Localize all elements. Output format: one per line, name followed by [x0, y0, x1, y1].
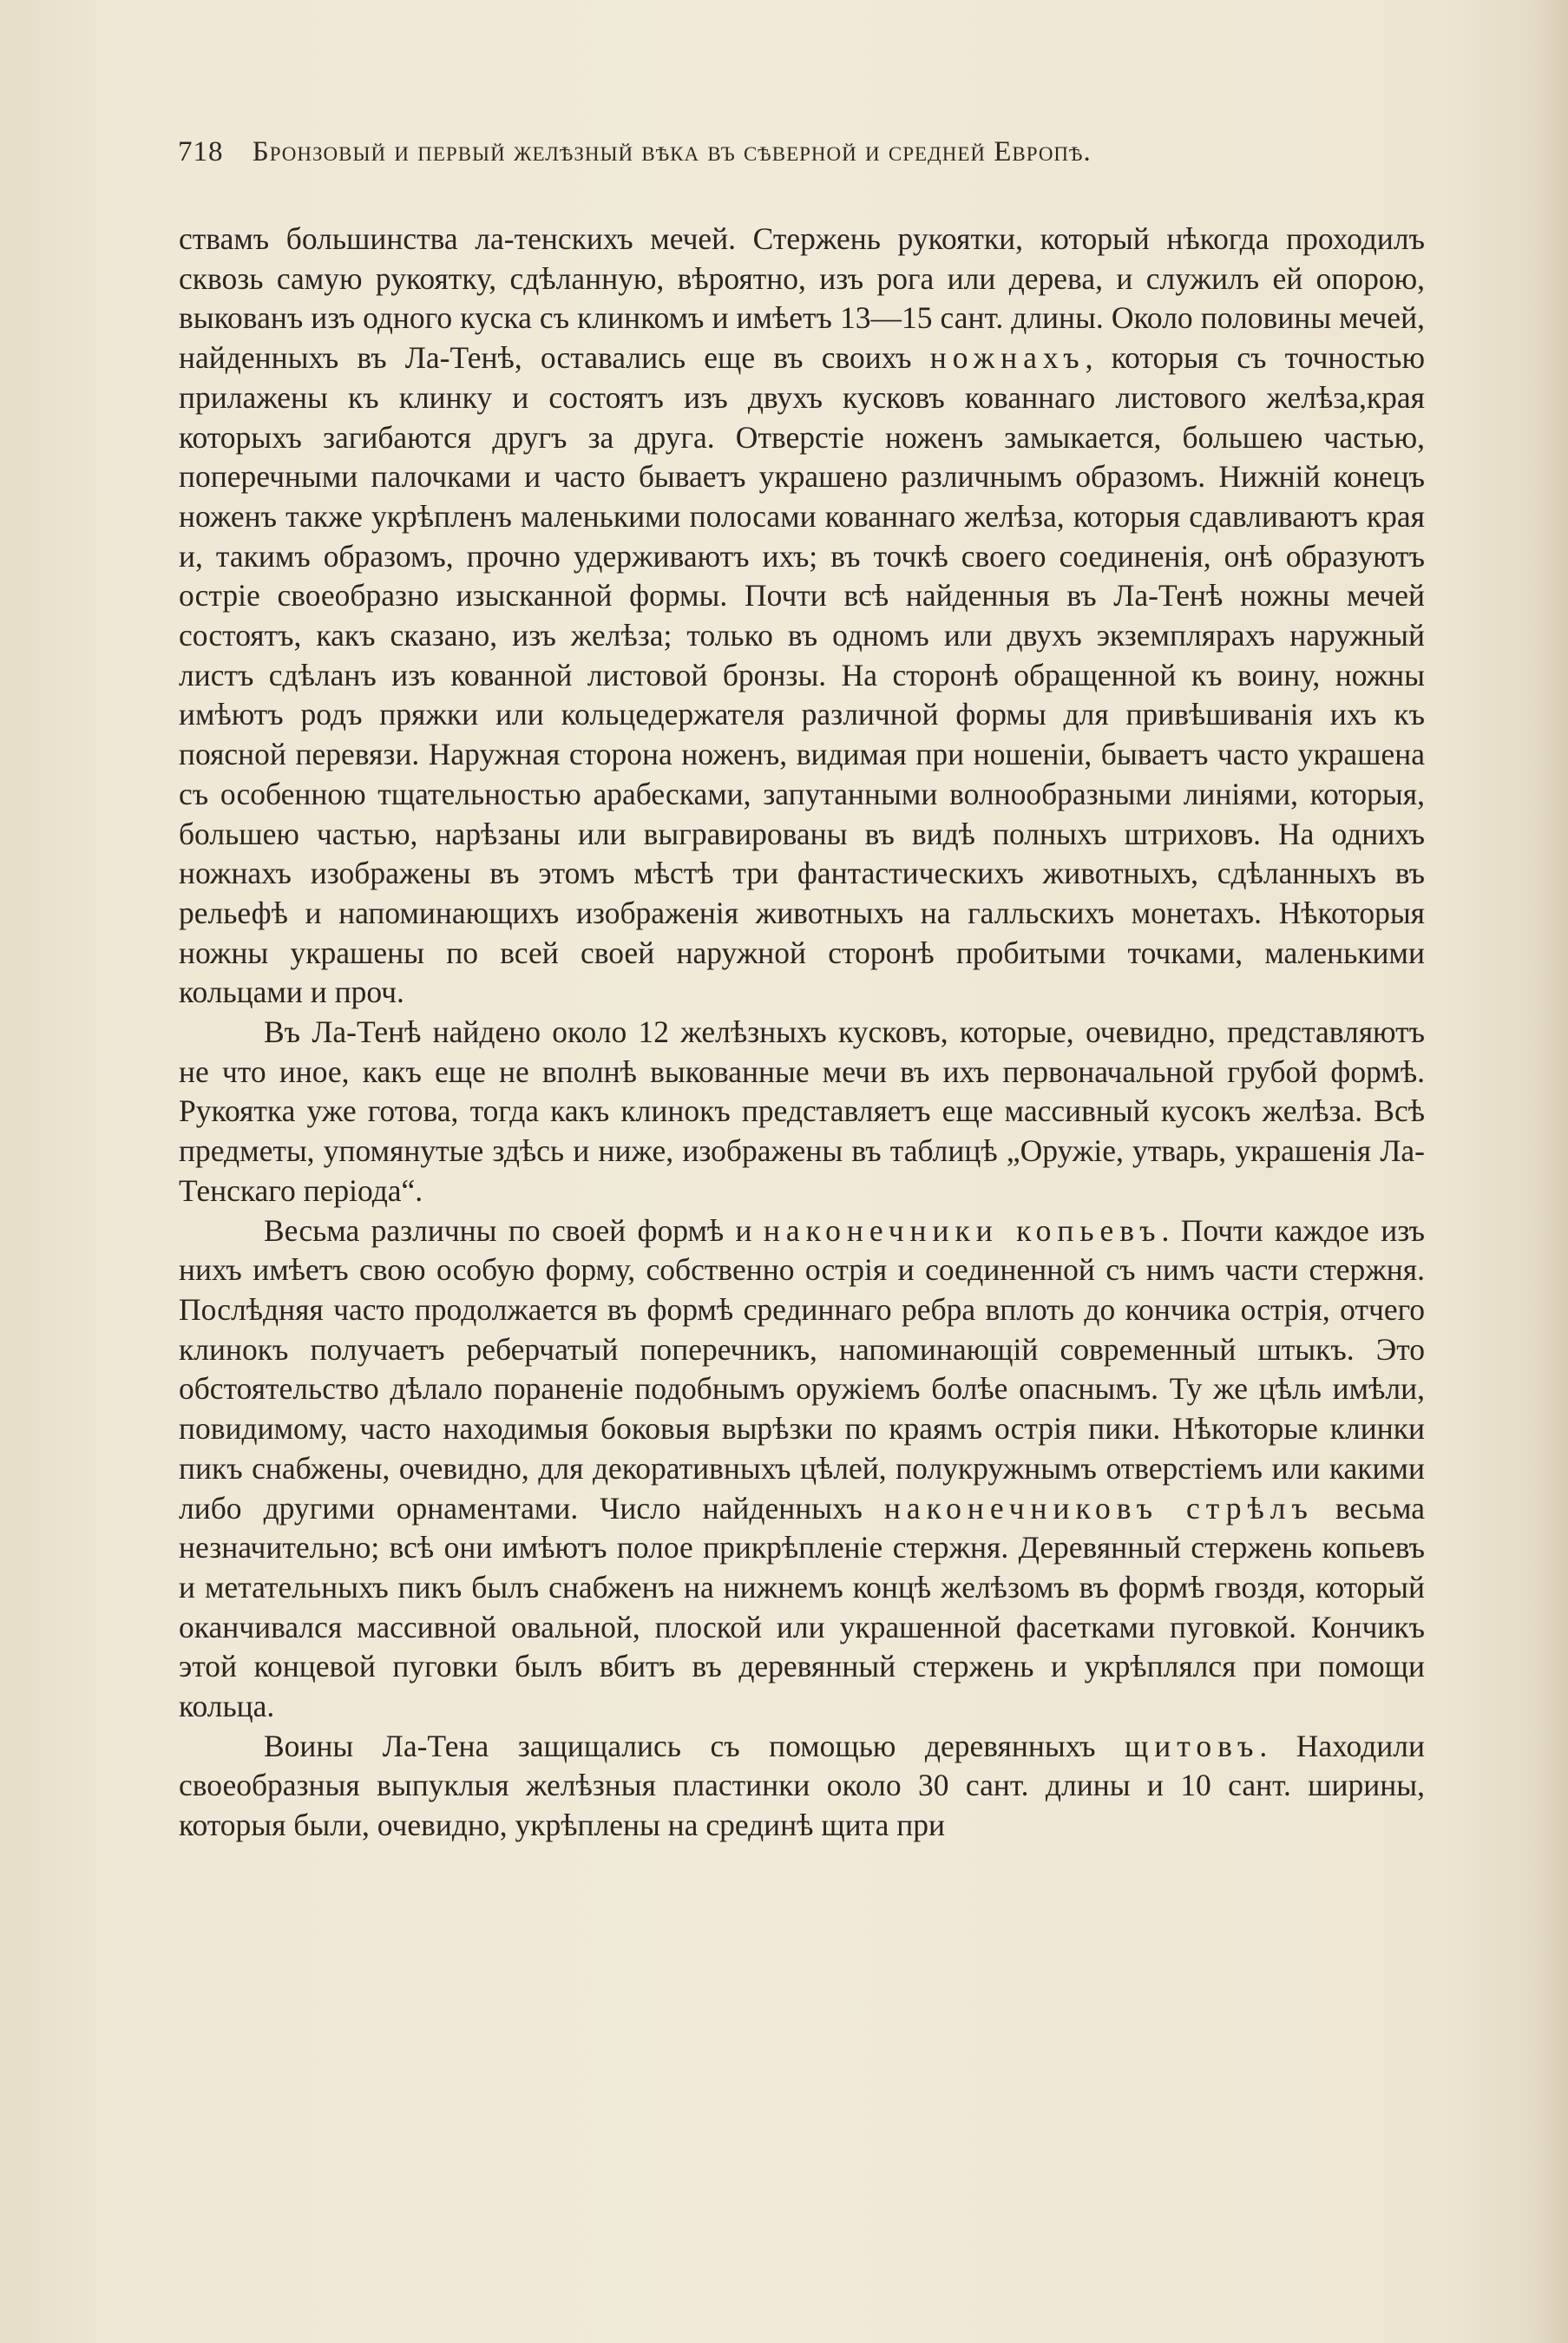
- text-run: Въ Ла-Тенѣ найдено около 12 желѣзныхъ кусковъ, которые, очевидно, представляютъ не что иное, какъ еще не вполнѣ выкованные мечи въ ихъ первоначальной грубой формѣ. Рукоятка уже готова, тогда какъ клинокъ представляетъ еще массивный кусокъ желѣза. Всѣ предметы, упомянутые здѣсь и ниже, изображены въ таблицѣ „Оружіе, утварь, украшенія Ла-Тенскаго періода“.: [179, 1014, 1425, 1208]
- paragraph-3: [179, 1211, 1425, 1727]
- page-number: 718: [178, 136, 224, 167]
- spaced-term: наконечники копьевъ: [763, 1212, 1162, 1248]
- text-run: . Почти каждое изъ нихъ имѣетъ свою особую форму, собственно острія и соединенной съ нимъ части стержня. Послѣдняя часто продолжается въ формѣ срединнаго ребра вплоть до кончика острія, отчего клинокъ получаетъ реберчатый поперечникъ, напоминающій современный штыкъ. Это обстоятельство дѣлало пораненіе подобнымъ оружіемъ болѣе опаснымъ. Ту же цѣль имѣли, повидимому, часто находимыя боковыя вырѣзки по краямъ острія пики. Нѣкоторые клинки пикъ снабжены, очевидно, для декоративныхъ цѣлей, полукружнымъ отверстіемъ или какими либо другими орнаментами. Число найденныхъ: [179, 1212, 1425, 1526]
- page-header: [178, 136, 1427, 168]
- paragraph-1: [179, 220, 1425, 1013]
- page-edge-shadow: [1533, 0, 1568, 2343]
- paragraph-2: [179, 1013, 1425, 1211]
- paragraph-4: [179, 1727, 1425, 1846]
- spaced-term: наконечниковъ стрѣлъ: [883, 1490, 1314, 1526]
- spaced-term: щитовъ: [1124, 1728, 1260, 1763]
- body-text: [179, 220, 1425, 1846]
- running-title: Бронзовый и первый желѣзный вѣка въ сѣверной и средней Европѣ.: [252, 136, 1092, 167]
- text-run: весьма незначительно; всѣ они имѣютъ полое прикрѣпленіе стержня. Деревянный стержень копьевъ и метательныхъ пикъ былъ снабженъ на нижнемъ концѣ желѣзомъ въ формѣ гвоздя, который оканчивался массивной овальной, плоской или украшенной фасетками пуговкой. Кончикъ этой концевой пуговки былъ вбитъ въ деревянный стержень и укрѣплялся при помощи кольца.: [179, 1490, 1425, 1724]
- text-run: Весьма различны по своей формѣ и: [264, 1212, 764, 1248]
- text-run: Воины Ла-Тена защищались съ помощью деревянныхъ: [264, 1728, 1125, 1763]
- text-run: , которыя съ точностью прилажены къ клинку и состоятъ изъ двухъ кусковъ кованнаго листового желѣза,края которыхъ загибаются другъ за друга. Отверстіе ноженъ замыкается, большею частью, поперечными палочками и часто бываетъ украшено различнымъ образомъ. Нижній конецъ ноженъ также укрѣпленъ маленькими полосами кованнаго желѣза, которыя сдавливаютъ края и, такимъ образомъ, прочно удерживаютъ ихъ; въ точкѣ своего соединенія, онѣ образуютъ остріе своеобразно изысканной формы. Почти всѣ найденныя въ Ла-Тенѣ ножны мечей состоятъ, какъ сказано, изъ желѣза; только въ одномъ или двухъ экземплярахъ наружный листъ сдѣланъ изъ кованной листовой бронзы. На сторонѣ обращенной къ воину, ножны имѣютъ родъ пряжки или кольцедержателя различной формы для привѣшиванія ихъ къ поясной перевязи. Наружная сторона ноженъ, видимая при ношеніи, бываетъ часто украшена съ особенною тщательностью арабесками, запутанными волнообразными линіями, которыя, большею частью, нарѣзаны или выгравированы въ видѣ полныхъ штриховъ. На однихъ ножнахъ изображены въ этомъ мѣстѣ три фантастическихъ животныхъ, сдѣланныхъ въ рельефѣ и напоминающихъ изображенія животныхъ на галльскихъ монетахъ. Нѣкоторыя ножны украшены по всей своей наружной сторонѣ пробитыми точками, маленькими кольцами и проч.: [179, 340, 1425, 1010]
- spaced-term: ножнахъ: [929, 340, 1086, 376]
- text-run: . Находили своеобразныя выпуклыя желѣзныя пластинки около 30 сант. длины и 10 сант. ширины, которыя были, очевидно, укрѣплены на срединѣ щита при: [179, 1728, 1425, 1843]
- text-run: ствамъ большинства ла-тенскихъ мечей. Стержень рукоятки, который нѣкогда проходилъ сквозь самую рукоятку, сдѣланную, вѣроятно, изъ рога или дерева, и служилъ ей опорою, выкованъ изъ одного куска съ клинкомъ и имѣетъ 13—15 сант. длины. Около половины мечей, найденныхъ въ Ла-Тенѣ, оставались еще въ своихъ: [179, 221, 1425, 376]
